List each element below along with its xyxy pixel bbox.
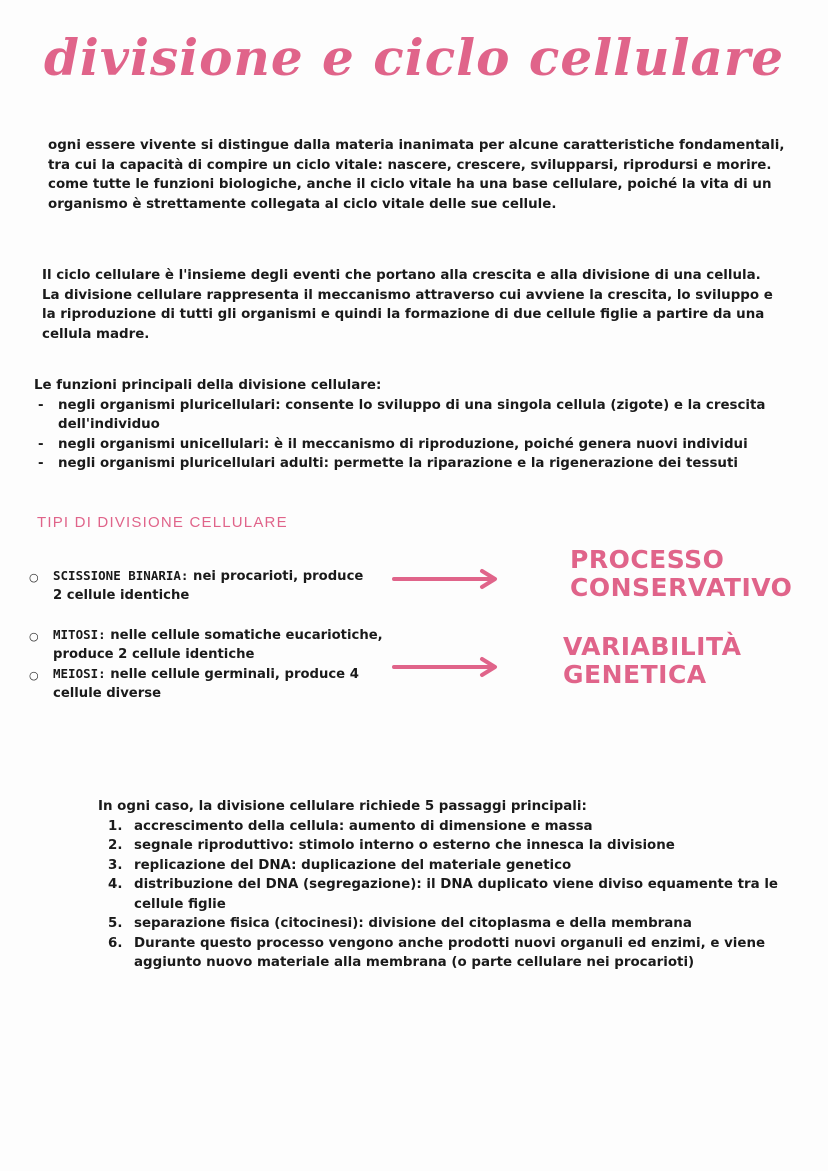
list-item	[98, 836, 798, 856]
step-text: separazione fisica (citocinesi): divisione del citoplasma e della membrana	[134, 916, 692, 931]
intro-text-1: ogni essere vivente si distingue dalla materia inanimata per alcune caratteristiche fondamentali, tra cui la capacità di compire un ciclo vitale: nascere, crescere, svilupparsi, riprodursi e morire.	[48, 138, 785, 173]
list-item: - negli organismi pluricellulari adulti: permette la riparazione e la rigenerazione dei tessuti	[34, 454, 814, 474]
list-item	[98, 856, 798, 876]
division-type-name: SCISSIONE BINARIA:	[53, 568, 189, 583]
note-line: PROCESSO	[570, 545, 725, 574]
intro-paragraph-1	[48, 136, 803, 214]
page-title: divisione e ciclo cellulare	[43, 28, 785, 87]
step-number: 4.	[108, 877, 123, 892]
step-text: segnale riproduttivo: stimolo interno o esterno che innesca la divisione	[134, 838, 675, 853]
circle-bullet-icon: ○	[29, 669, 39, 682]
functions-block	[34, 376, 814, 474]
division-type-name: MITOSI:	[53, 627, 106, 642]
division-type-text: nelle cellule somatiche eucariotiche, produce 2 cellule identiche	[53, 628, 383, 662]
steps-list	[98, 817, 798, 973]
division-type-meiosis	[29, 664, 393, 703]
steps-heading: In ogni caso, la divisione cellulare richiede 5 passaggi principali:	[98, 799, 587, 814]
note-line: CONSERVATIVO	[570, 573, 793, 602]
list-item	[98, 875, 798, 914]
division-type-mitosis	[29, 625, 393, 664]
note-genetic-variability	[563, 633, 741, 689]
note-conservative-process	[570, 546, 792, 602]
step-text: replicazione del DNA: duplicazione del materiale genetico	[134, 857, 572, 873]
step-number: 6.	[108, 935, 123, 951]
intro-paragraph-2: Il ciclo cellulare è l'insieme degli eventi che portano alla crescita e alla divisione di una cellula. La divisione cellulare rappresenta il meccanismo attraverso cui avviene la crescita, lo sviluppo e la riproduzione di tutti gli organismi e quindi la formazione di due cellule figlie a partire da una cellula madre.	[42, 268, 773, 342]
list-item: - negli organismi unicellulari: è il meccanismo di riproduzione, poiché genera nuovi individui	[34, 435, 814, 455]
note-line: VARIABILITÀ	[563, 632, 742, 661]
step-number: 5.	[108, 916, 123, 931]
list-item	[98, 817, 798, 837]
right-arrow-icon	[392, 568, 502, 590]
step-text: Durante questo processo vengono anche prodotti nuovi organuli ed enzimi, e viene aggiunto nuovo materiale alla membrana (o parte cellulare nei procarioti)	[134, 935, 766, 970]
note-line: GENETICA	[563, 660, 707, 689]
division-type-text: nelle cellule germinali, produce 4 cellule diverse	[53, 667, 359, 701]
division-type-binary-fission	[29, 566, 373, 605]
step-text: accrescimento della cellula: aumento di dimensione e massa	[134, 818, 593, 834]
intro-text-1b: come tutte le funzioni biologiche, anche il ciclo vitale ha una base cellulare, poiché la vita di un organismo è strettamente collegata al ciclo vitale delle sue cellule.	[48, 177, 772, 212]
list-item: - negli organismi pluricellulari: consente lo sviluppo di una singola cellula (zigote) e la crescita dell'individuo	[34, 396, 814, 435]
division-type-name: MEIOSI:	[53, 666, 106, 681]
steps-block	[98, 797, 798, 973]
functions-list	[34, 396, 814, 474]
division-type-text: nei procarioti, produce 2 cellule identiche	[53, 569, 364, 603]
step-number: 1.	[108, 818, 123, 834]
step-number: 2.	[108, 838, 123, 853]
functions-heading: Le funzioni principali della divisione cellulare:	[34, 378, 382, 393]
list-item	[98, 914, 798, 934]
step-text: distribuzione del DNA (segregazione): il DNA duplicato viene diviso equamente tra le cellule figlie	[134, 877, 779, 912]
circle-bullet-icon: ○	[29, 571, 39, 584]
right-arrow-icon	[392, 656, 502, 678]
step-number: 3.	[108, 857, 123, 873]
circle-bullet-icon: ○	[29, 630, 39, 643]
section-title: TIPI DI DIVISIONE CELLULARE	[37, 514, 288, 531]
list-item	[98, 934, 798, 973]
